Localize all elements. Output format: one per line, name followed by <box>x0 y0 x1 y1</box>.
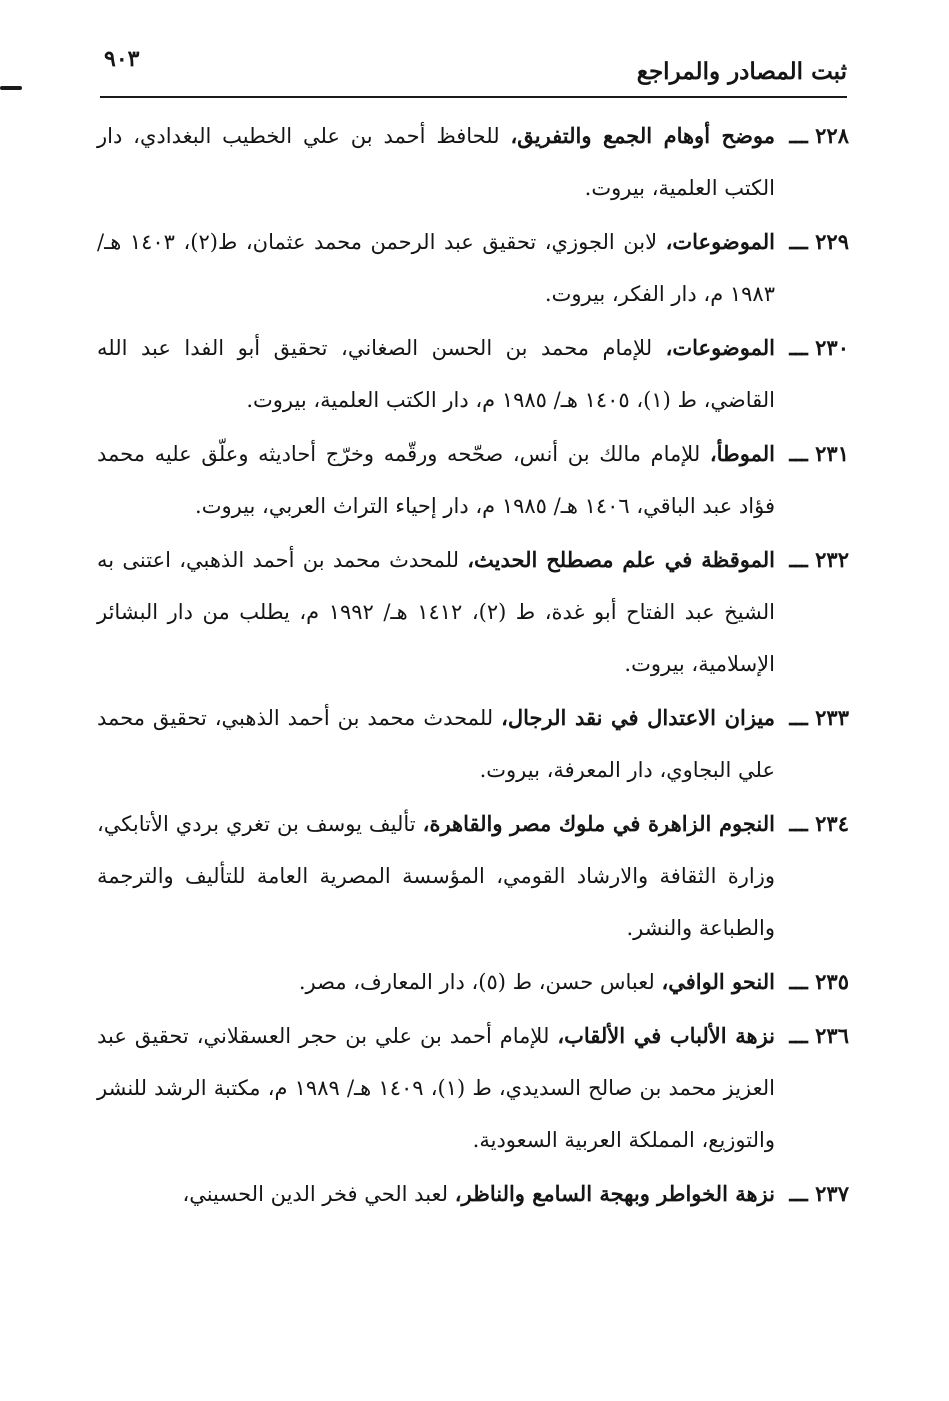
entry-title: نزهة الخواطر وبهجة السامع والناظر، <box>454 1181 775 1206</box>
entry-details: لابن الجوزي، تحقيق عبد الرحمن محمد عثمان، ط(٢)، ١٤٠٣ هـ/ ١٩٨٣ م، دار الفكر، بيروت. <box>97 230 775 306</box>
entry-title: الموقظة في علم مصطلح الحديث، <box>467 547 775 572</box>
entry-details: للإمام أحمد بن علي بن حجر العسقلاني، تحقيق عبد العزيز محمد بن صالح السديدي، ط (١)، ١٤٠٩ هـ/ ١٩٨٩ م، مكتبة الرشد للنشر والتوزيع، المملكة العربية السعودية. <box>97 1024 775 1152</box>
entry-number: ٢٢٩ ـــ <box>789 229 849 254</box>
page-number: ٩٠٣ <box>104 46 140 72</box>
entry-details: للإمام محمد بن الحسن الصغاني، تحقيق أبو الفدا عبد الله القاضي، ط (١)، ١٤٠٥ هـ/ ١٩٨٥ م، دار الكتب العلمية، بيروت. <box>97 336 775 412</box>
entry-title: الموضوعات، <box>665 229 775 254</box>
bibliography-entry <box>97 798 849 954</box>
entry-number: ٢٣٧ ـــ <box>789 1181 849 1206</box>
entry-details: تأليف يوسف بن تغري بردي الأتابكي، وزارة الثقافة والارشاد القومي، المؤسسة المصرية العامة للتأليف والترجمة والطباعة والنشر. <box>97 812 775 940</box>
entry-title: موضح أوهام الجمع والتفريق، <box>510 123 776 148</box>
entry-title: النجوم الزاهرة في ملوك مصر والقاهرة، <box>422 811 776 836</box>
bibliography-entry <box>97 956 849 1008</box>
bibliography-entry <box>97 692 849 796</box>
entry-details: للمحدث محمد بن أحمد الذهبي، تحقيق محمد علي البجاوي، دار المعرفة، بيروت. <box>97 706 775 782</box>
entry-number: ٢٣٠ ـــ <box>789 335 849 360</box>
entry-details: لعبد الحي فخر الدين الحسيني، <box>182 1182 455 1206</box>
page-header <box>100 44 847 98</box>
entry-number: ٢٣٤ ـــ <box>789 811 849 836</box>
bibliography-entry <box>97 428 849 532</box>
bibliography-entry <box>97 216 849 320</box>
bibliography-entry <box>97 1010 849 1166</box>
entry-number: ٢٣٢ ـــ <box>789 547 849 572</box>
entry-title: النحو الوافي، <box>661 969 775 994</box>
entry-details: لعباس حسن، ط (٥)، دار المعارف، مصر. <box>298 970 662 994</box>
entry-number: ٢٣١ ـــ <box>789 441 849 466</box>
bibliography-entry <box>97 110 849 214</box>
entry-details: للمحدث محمد بن أحمد الذهبي، اعتنى به الشيخ عبد الفتاح أبو غدة، ط (٢)، ١٤١٢ هـ/ ١٩٩٢ م، يطلب من دار البشائر الإسلامية، بيروت. <box>97 548 776 676</box>
entry-number: ٢٣٦ ـــ <box>789 1023 849 1048</box>
bibliography-entry <box>97 534 849 690</box>
entry-details: للحافظ أحمد بن علي الخطيب البغدادي، دار الكتب العلمية، بيروت. <box>97 124 775 200</box>
running-title: ثبت المصادر والمراجع <box>636 58 847 85</box>
bibliography-list <box>97 110 849 1222</box>
entry-number: ٢٣٣ ـــ <box>789 705 849 730</box>
entry-title: الموضوعات، <box>665 335 775 360</box>
entry-number: ٢٣٥ ـــ <box>789 969 849 994</box>
margin-mark <box>0 86 22 90</box>
entry-details: للإمام مالك بن أنس، صحّحه ورقّمه وخرّج أحاديثه وعلّق عليه محمد فؤاد عبد الباقي، ١٤٠٦ هـ/ ١٩٨٥ م، دار إحياء التراث العربي، بيروت. <box>97 442 775 518</box>
entry-title: نزهة الألباب في الألقاب، <box>557 1023 776 1048</box>
entry-title: ميزان الاعتدال في نقد الرجال، <box>501 705 775 730</box>
bibliography-entry <box>97 1168 849 1220</box>
entry-title: الموطأ، <box>709 441 775 466</box>
entry-number: ٢٢٨ ـــ <box>789 123 849 148</box>
bibliography-entry <box>97 322 849 426</box>
